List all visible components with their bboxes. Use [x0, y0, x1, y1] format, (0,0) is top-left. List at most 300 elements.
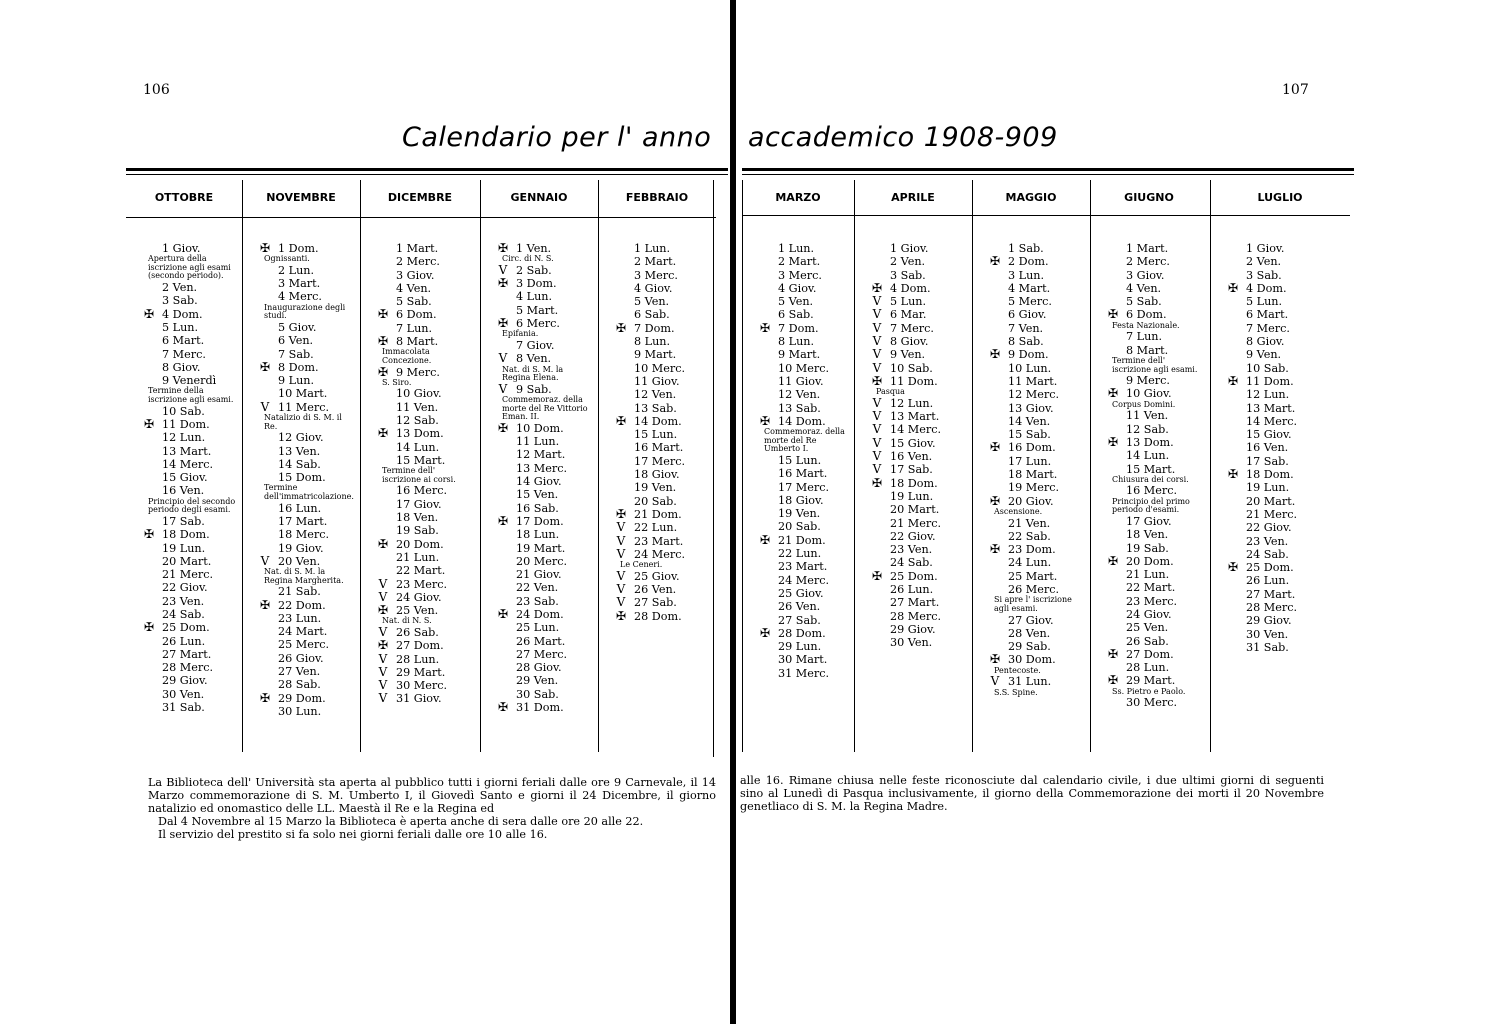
- day-row: [1008, 295, 1084, 308]
- day-row: [497, 316, 592, 331]
- day-row: [1107, 434, 1202, 449]
- day-label: 30 Lun.: [278, 704, 322, 718]
- day-row: [1246, 508, 1344, 521]
- day-row: [872, 435, 966, 450]
- day-label: 1 Mart.: [396, 242, 439, 255]
- day-label: 18 Merc.: [278, 528, 330, 542]
- day-label: 5 Merc.: [1008, 295, 1052, 309]
- day-label: 23 Sab.: [516, 594, 559, 608]
- day-row: [162, 348, 236, 361]
- day-label: 5 Lun.: [162, 320, 199, 334]
- day-label: 28 Ven.: [1008, 626, 1051, 640]
- day-label: 14 Ven.: [1008, 414, 1051, 428]
- day-row: [778, 335, 848, 348]
- day-row: [162, 361, 236, 374]
- day-row: [1008, 640, 1084, 653]
- day-row: [162, 334, 236, 347]
- day-label: 27 Mart.: [162, 647, 212, 661]
- day-row: [1008, 269, 1084, 282]
- day-label: 22 Giov.: [890, 529, 936, 543]
- day-row: [890, 543, 966, 556]
- day-label: 16 Dom.: [1008, 441, 1056, 455]
- day-row: [1246, 295, 1344, 308]
- day-row: [634, 375, 710, 388]
- day-label: 1 Giov.: [1246, 242, 1285, 255]
- day-row: [516, 555, 592, 568]
- month-header-gennaio: GENNAIO: [510, 190, 568, 204]
- day-label: 19 Lun.: [890, 489, 934, 503]
- day-label: 6 Dom.: [1126, 308, 1167, 322]
- day-label: 2 Merc.: [1126, 255, 1170, 269]
- day-label: 22 Ven.: [516, 581, 559, 595]
- day-label: 15 Lun.: [634, 428, 678, 442]
- day-row: [1126, 449, 1202, 462]
- day-row: [278, 585, 354, 598]
- day-label: 12 Sab.: [396, 414, 439, 428]
- month-column-dicembre: [377, 242, 474, 706]
- day-row: [516, 595, 592, 608]
- day-row: [1008, 583, 1084, 596]
- column-divider: [598, 180, 599, 752]
- day-label: 15 Dom.: [278, 471, 326, 485]
- vacation-mark-icon: V: [378, 589, 388, 604]
- day-label: 6 Mart.: [162, 334, 205, 348]
- day-row: [634, 348, 710, 361]
- day-row: [1126, 463, 1202, 476]
- day-label: 27 Dom.: [1126, 647, 1174, 661]
- day-row: [278, 445, 354, 458]
- day-row: [778, 269, 848, 282]
- day-label: 16 Ven.: [162, 484, 205, 498]
- day-label: 22 Lun.: [778, 547, 822, 561]
- vacation-mark-icon: V: [872, 449, 882, 464]
- day-label: 2 Mart.: [634, 255, 677, 269]
- day-label: 8 Lun.: [634, 335, 671, 349]
- day-row: [890, 517, 966, 530]
- day-label: 13 Mart.: [890, 410, 940, 424]
- day-label: 20 Merc.: [516, 554, 568, 568]
- day-row: [890, 610, 966, 623]
- day-label: 2 Mart.: [778, 255, 821, 269]
- day-row: [162, 458, 236, 471]
- day-label: 5 Giov.: [278, 320, 317, 334]
- vacation-mark-icon: V: [872, 360, 882, 375]
- day-label: 20 Ven.: [278, 554, 321, 568]
- day-row: [778, 467, 848, 480]
- day-row: [143, 620, 236, 635]
- day-label: 23 Merc.: [1126, 594, 1178, 608]
- day-label: 7 Merc.: [162, 347, 206, 361]
- day-row: [162, 281, 236, 294]
- day-row: [634, 282, 710, 295]
- day-label: 25 Ven.: [1126, 621, 1169, 635]
- day-label: 26 Merc.: [1008, 583, 1060, 597]
- day-label: 21 Ven.: [1008, 516, 1051, 530]
- day-label: 12 Giov.: [278, 431, 324, 445]
- day-row: [1126, 568, 1202, 581]
- day-row: [516, 528, 592, 541]
- day-label: 5 Lun.: [1246, 295, 1283, 309]
- day-label: 13 Sab.: [634, 401, 677, 415]
- day-label: 23 Dom.: [1008, 543, 1056, 557]
- day-row: [616, 595, 710, 610]
- day-row: [1126, 423, 1202, 436]
- day-label: 10 Mart.: [278, 387, 328, 401]
- day-label: 6 Sab.: [778, 308, 814, 322]
- day-label: 29 Sab.: [1008, 640, 1051, 654]
- holiday-cross-icon: ✠: [259, 597, 271, 612]
- day-label: 24 Merc.: [778, 573, 830, 587]
- day-label: 6 Mart.: [1246, 308, 1289, 322]
- day-label: 23 Lun.: [278, 611, 322, 625]
- day-row: [1126, 269, 1202, 282]
- day-row: [1008, 481, 1084, 494]
- day-row: [616, 568, 710, 583]
- day-label: 2 Ven.: [890, 255, 926, 269]
- day-note: S. Siro.: [382, 377, 412, 387]
- holiday-cross-icon: ✠: [1107, 673, 1119, 688]
- day-label: 1 Mart.: [1126, 242, 1169, 255]
- day-row: [278, 348, 354, 361]
- day-row: [778, 600, 848, 613]
- vacation-mark-icon: V: [990, 674, 1000, 689]
- day-row: [1246, 628, 1344, 641]
- day-label: 15 Giov.: [1246, 428, 1292, 442]
- day-row: [1126, 608, 1202, 621]
- day-row: [871, 568, 966, 583]
- day-row: [872, 307, 966, 322]
- day-row: [396, 551, 474, 564]
- holiday-cross-icon: ✠: [497, 700, 509, 715]
- day-row: [778, 481, 848, 494]
- day-row: [634, 441, 710, 454]
- day-label: 31 Merc.: [778, 666, 830, 680]
- vacation-mark-icon: V: [378, 624, 388, 639]
- day-label: 24 Sab.: [1246, 547, 1289, 561]
- day-row: [890, 530, 966, 543]
- day-label: 28 Lun.: [1126, 661, 1170, 675]
- day-row: [162, 484, 236, 497]
- day-label: 14 Merc.: [1246, 414, 1298, 428]
- day-label: 28 Sab.: [278, 678, 321, 692]
- column-divider: [972, 180, 973, 752]
- day-row: [989, 347, 1084, 362]
- day-row: [872, 334, 966, 349]
- day-label: 23 Merc.: [396, 577, 448, 591]
- day-row: [872, 395, 966, 410]
- day-row: [989, 254, 1084, 269]
- day-label: 7 Sab.: [278, 347, 314, 361]
- day-label: 25 Ven.: [396, 604, 439, 618]
- footer-left-para-1: La Biblioteca dell' Università sta aperta al pubblico tutti i giorni feriali dalle ore 9 Carnevale, il 14 Marzo commemorazione di S. M. Umberto I, il Giovedì Santo e giorni il 24 Dicembre, il giorno natalizio ed onomastico delle LL. Maestà il Re e la Regina ed: [148, 776, 716, 815]
- holiday-cross-icon: ✠: [377, 307, 389, 322]
- day-row: [1126, 409, 1202, 422]
- day-row: [778, 295, 848, 308]
- day-note: Le Ceneri.: [620, 560, 663, 570]
- vacation-mark-icon: V: [378, 691, 388, 706]
- day-row: [890, 583, 966, 596]
- day-row: [498, 351, 592, 366]
- day-row: [162, 648, 236, 661]
- day-label: 15 Mart.: [1126, 462, 1176, 476]
- day-row: [634, 269, 710, 282]
- day-label: 15 Giov.: [890, 436, 936, 450]
- header-rule-right-thin: [742, 174, 1354, 175]
- day-label: 30 Ven.: [162, 687, 205, 701]
- holiday-cross-icon: ✠: [1227, 373, 1239, 388]
- day-row: [778, 560, 848, 573]
- day-label: 30 Dom.: [1008, 653, 1056, 667]
- day-row: [872, 294, 966, 309]
- day-label: 17 Lun.: [1008, 454, 1052, 468]
- day-row: [778, 547, 848, 560]
- day-label: 21 Merc.: [1246, 507, 1298, 521]
- day-row: [1008, 627, 1084, 640]
- holiday-cross-icon: ✠: [871, 475, 883, 490]
- day-label: 29 Mart.: [396, 665, 446, 679]
- day-label: 7 Merc.: [1246, 321, 1290, 335]
- day-label: 27 Mart.: [1246, 587, 1296, 601]
- day-label: 17 Merc.: [778, 480, 830, 494]
- day-row: [871, 373, 966, 388]
- day-row: [871, 475, 966, 490]
- day-label: 26 Giov.: [278, 651, 324, 665]
- day-row: [1008, 308, 1084, 321]
- column-divider: [480, 180, 481, 752]
- holiday-cross-icon: ✠: [497, 241, 509, 255]
- day-row: [162, 321, 236, 334]
- day-row: [616, 546, 710, 561]
- day-label: 9 Venerdì: [162, 374, 217, 388]
- day-row: [378, 664, 474, 679]
- day-label: 5 Sab.: [1126, 295, 1162, 309]
- day-row: [1008, 556, 1084, 569]
- day-row: [1246, 574, 1344, 587]
- day-label: 15 Ven.: [516, 488, 559, 502]
- day-note: Festa Nazionale.: [1112, 320, 1180, 330]
- footer-right: [740, 774, 1324, 813]
- day-label: 13 Dom.: [1126, 435, 1174, 449]
- day-row: [615, 320, 710, 335]
- day-row: [497, 276, 592, 291]
- day-label: 11 Mart.: [1008, 374, 1058, 388]
- day-row: [516, 488, 592, 501]
- month-column-marzo: [759, 242, 848, 680]
- day-row: [1126, 621, 1202, 634]
- subheader-rule-left: [126, 217, 716, 218]
- day-note: Nat. di N. S.: [382, 616, 432, 626]
- day-label: 10 Merc.: [778, 361, 830, 375]
- day-row: [497, 700, 592, 715]
- day-label: 30 Ven.: [1246, 627, 1289, 641]
- day-row: [1126, 661, 1202, 674]
- day-row: [143, 416, 236, 431]
- day-label: 21 Sab.: [278, 585, 321, 599]
- holiday-cross-icon: ✠: [259, 690, 271, 705]
- day-label: 9 Dom.: [1008, 348, 1049, 362]
- holiday-cross-icon: ✠: [377, 364, 389, 379]
- day-row: [1008, 530, 1084, 543]
- day-row: [377, 603, 474, 618]
- day-row: [516, 661, 592, 674]
- day-row: [1126, 374, 1202, 387]
- day-row: [278, 665, 354, 678]
- day-label: 21 Lun.: [1126, 568, 1170, 582]
- day-label: 23 Ven.: [162, 594, 205, 608]
- day-row: [516, 475, 592, 488]
- day-row: [990, 674, 1084, 689]
- day-label: 28 Giov.: [516, 661, 562, 675]
- footer-left-para-3: Il servizio del prestito si fa solo nei giorni feriali dalle ore 10 alle 16.: [158, 828, 548, 841]
- holiday-cross-icon: ✠: [615, 413, 627, 428]
- day-label: 26 Sab.: [1126, 634, 1169, 648]
- day-label: 16 Sab.: [516, 501, 559, 515]
- day-label: 25 Merc.: [278, 638, 330, 652]
- day-row: [872, 409, 966, 424]
- day-label: 24 Sab.: [162, 607, 205, 621]
- day-row: [516, 304, 592, 317]
- day-label: 3 Sab.: [1246, 268, 1282, 282]
- day-row: [1246, 269, 1344, 282]
- day-label: 11 Dom.: [890, 374, 938, 388]
- day-row: [1246, 641, 1344, 654]
- day-label: 15 Giov.: [162, 471, 208, 485]
- day-label: 23 Mart.: [778, 560, 828, 574]
- day-label: 22 Giov.: [1246, 521, 1292, 535]
- day-row: [278, 678, 354, 691]
- holiday-cross-icon: ✠: [989, 440, 1001, 455]
- day-label: 22 Lun.: [634, 521, 678, 535]
- holiday-cross-icon: ✠: [989, 652, 1001, 667]
- day-row: [260, 399, 354, 414]
- day-label: 3 Sab.: [162, 294, 198, 308]
- day-label: 24 Mart.: [278, 625, 328, 639]
- day-note: Principio del primo periodo d'esami.: [1112, 496, 1190, 515]
- day-row: [377, 638, 474, 653]
- day-label: 30 Mart.: [778, 653, 828, 667]
- day-row: [634, 481, 710, 494]
- day-row: [989, 493, 1084, 508]
- day-label: 4 Giov.: [778, 281, 817, 295]
- day-label: 10 Sab.: [1246, 361, 1289, 375]
- day-label: 8 Mart.: [396, 335, 439, 349]
- day-label: 16 Merc.: [1126, 484, 1178, 498]
- day-label: 23 Mart.: [634, 534, 684, 548]
- day-label: 1 Giov.: [890, 242, 929, 255]
- day-row: [1246, 535, 1344, 548]
- day-label: 25 Lun.: [516, 621, 560, 635]
- day-row: [1126, 484, 1202, 497]
- day-note: Commemoraz. della morte del Re Umberto I.: [764, 427, 845, 454]
- day-label: 19 Lun.: [1246, 481, 1290, 495]
- vacation-mark-icon: V: [616, 520, 626, 535]
- vacation-mark-icon: V: [872, 347, 882, 362]
- month-header-giugno: GIUGNO: [1124, 190, 1174, 204]
- day-label: 9 Mart.: [778, 348, 821, 362]
- day-label: 17 Sab.: [162, 514, 205, 528]
- day-label: 9 Merc.: [396, 365, 440, 379]
- day-note: Ascensione.: [994, 506, 1043, 516]
- day-row: [890, 242, 966, 255]
- day-label: 8 Mart.: [1126, 343, 1169, 357]
- day-row: [162, 661, 236, 674]
- day-label: 3 Giov.: [1126, 268, 1165, 282]
- day-row: [616, 520, 710, 535]
- day-row: [616, 533, 710, 548]
- day-label: 8 Lun.: [778, 335, 815, 349]
- day-label: 7 Merc.: [890, 321, 934, 335]
- day-label: 31 Sab.: [1246, 640, 1289, 654]
- holiday-cross-icon: ✠: [1107, 307, 1119, 322]
- vacation-mark-icon: V: [872, 334, 882, 349]
- holiday-cross-icon: ✠: [259, 359, 271, 374]
- holiday-cross-icon: ✠: [615, 608, 627, 623]
- header-rule-left: [126, 168, 728, 171]
- day-row: [1246, 255, 1344, 268]
- day-label: 15 Mart.: [396, 453, 446, 467]
- day-note: Nat. di S. M. la Regina Elena.: [502, 364, 564, 383]
- day-row: [1246, 481, 1344, 494]
- day-label: 21 Merc.: [162, 568, 214, 582]
- day-row: [497, 241, 592, 255]
- day-label: 31 Dom.: [516, 701, 564, 715]
- column-divider: [242, 180, 243, 752]
- day-row: [396, 564, 474, 577]
- day-label: 12 Lun.: [1246, 388, 1290, 402]
- day-label: 27 Sab.: [634, 596, 677, 610]
- day-label: 23 Ven.: [890, 543, 933, 557]
- day-row: [872, 320, 966, 335]
- vacation-mark-icon: V: [872, 395, 882, 410]
- day-note: Nat. di S. M. la Regina Margherita.: [264, 567, 344, 585]
- day-label: 17 Sab.: [1246, 454, 1289, 468]
- day-row: [162, 431, 236, 444]
- day-label: 7 Lun.: [1126, 330, 1163, 344]
- day-row: [162, 608, 236, 621]
- holiday-cross-icon: ✠: [143, 620, 155, 635]
- day-label: 4 Giov.: [634, 281, 673, 295]
- day-row: [634, 308, 710, 321]
- day-label: 16 Ven.: [1246, 441, 1289, 455]
- month-column-maggio: [989, 242, 1084, 697]
- day-row: [162, 555, 236, 568]
- day-label: 11 Ven.: [396, 400, 439, 414]
- holiday-cross-icon: ✠: [1227, 280, 1239, 295]
- day-row: [778, 255, 848, 268]
- day-label: 7 Dom.: [778, 321, 819, 335]
- holiday-cross-icon: ✠: [759, 532, 771, 547]
- day-row: [778, 348, 848, 361]
- day-row: [872, 422, 966, 437]
- day-label: 5 Mart.: [516, 303, 559, 317]
- day-label: 20 Dom.: [1126, 554, 1174, 568]
- day-row: [377, 307, 474, 322]
- day-label: 21 Merc.: [890, 516, 942, 530]
- day-row: [778, 587, 848, 600]
- month-header-marzo: MARZO: [775, 190, 821, 204]
- month-header-aprile: APRILE: [891, 190, 935, 204]
- day-row: [778, 520, 848, 533]
- day-row: [378, 576, 474, 591]
- day-row: [1126, 542, 1202, 555]
- day-label: 9 Ven.: [1246, 348, 1282, 362]
- day-row: [778, 653, 848, 666]
- day-label: 12 Ven.: [778, 388, 821, 402]
- day-label: 9 Lun.: [278, 374, 315, 388]
- day-label: 18 Dom.: [1246, 468, 1294, 482]
- day-row: [516, 635, 592, 648]
- day-row: [1008, 282, 1084, 295]
